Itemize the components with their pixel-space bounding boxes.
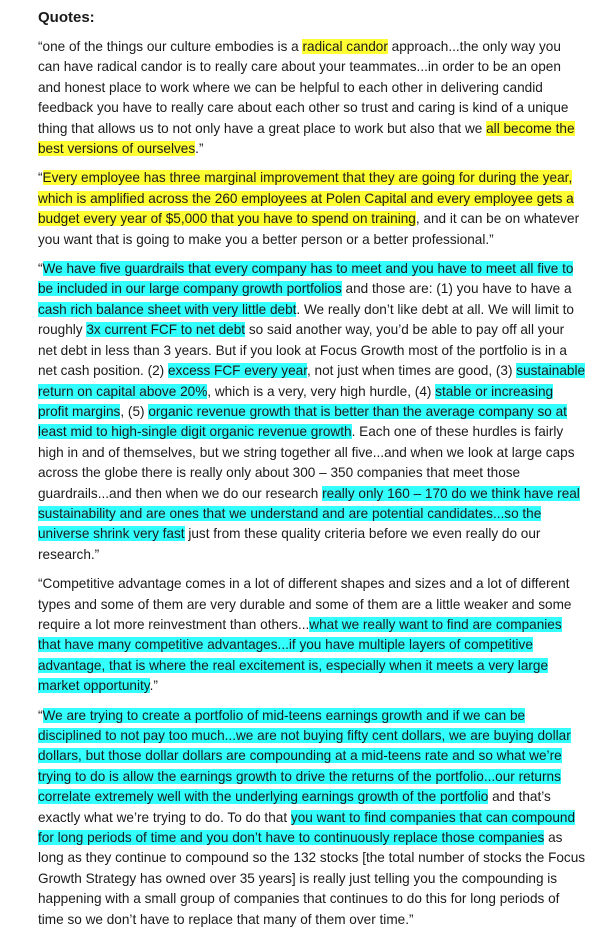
quote-text: approach...the only way you can have radical candor is to really care about your teammates...in order to be an open and honest place to work where we can be helpful to each other in delivering candid feedback you have to really care about each other so trust and caring is kind of a unique thing that allows us to not only have a great place to work but also that we <box>38 39 569 136</box>
yellow-highlight: all become the best versions of ourselves <box>38 120 575 157</box>
quote-paragraph <box>38 706 586 930</box>
quote-text: , not just when times are good, (3) <box>306 363 517 379</box>
quote-text: so said another way, you’d be able to pay off all your net debt in less than 3 years. But if you look at Focus Growth most of the portfolio is in a net cash position. (2) <box>38 322 567 379</box>
quote-text: , and it can be on whatever you want that is going to make you a better person or a better professional.” <box>38 211 580 247</box>
cyan-highlight: you want to find companies that can compound for long periods of time and you don’t have to continuously replace those companies <box>38 809 576 846</box>
cyan-highlight: cash rich balance sheet with very little debt <box>38 301 297 317</box>
quote-text: .” <box>195 141 204 157</box>
quote-paragraph <box>38 574 586 696</box>
quote-text: “Competitive advantage comes in a lot of different shapes and sizes and a lot of different types and some of them are very durable and some of them are a little weaker and some require a lot more reinvestment than others... <box>38 576 572 632</box>
cyan-highlight: really only 160 – 170 do we think have real sustainability and are ones that we understand and are potential candidates...so the universe shrink very fast <box>38 485 580 542</box>
cyan-highlight: We are trying to create a portfolio of mid-teens earnings growth and if we can be disciplined to not pay too much...we are not buying fifty cent dollars, we are buying dollar dollars, but those dollar dollars are compounding at a mid-teens rate and so what we’re trying to do is allow the earnings growth to drive the returns of the portfolio...our returns correlate extremely well with the underlying earnings growth of the portfolio <box>38 707 571 805</box>
quote-paragraph <box>38 259 586 565</box>
quote-text: “ <box>38 170 43 186</box>
quote-text: “one of the things our culture embodies is a <box>38 39 303 54</box>
quotes-heading: Quotes: <box>38 9 95 26</box>
cyan-highlight: excess FCF every year <box>167 363 307 379</box>
cyan-highlight: sustainable return on capital above 20% <box>38 363 586 399</box>
cyan-highlight: We have five guardrails that every company has to meet and you have to meet all five to be included in our large company growth portfolios <box>38 261 574 297</box>
quote-text: just from these quality criteria before we even really do our research.” <box>38 526 541 562</box>
quote-text: . Each one of these hurdles is fairly high in and of themselves, but we string together all five...and when we look at large caps across the globe there is really only about 300 – 350 companies that meet those guardrails...and then when we do our research <box>38 424 575 501</box>
yellow-highlight: Every employee has three marginal improvement that they are going for during the year, which is amplified across the 260 employees at Polen Capital and every employee gets a budget every year of $5,000 that you have to spend on training <box>38 170 574 227</box>
quote-text: , which is a very, very high hurdle, (4) <box>207 383 436 399</box>
quote-text: .” <box>149 678 158 694</box>
cyan-highlight: organic revenue growth that is better than the average company so at least mid to high-single digit organic revenue growth <box>38 403 567 440</box>
quote-text: “ <box>38 707 43 723</box>
quote-paragraph <box>38 168 586 250</box>
cyan-highlight: stable or increasing profit margins <box>38 383 554 419</box>
quote-paragraph <box>38 37 586 159</box>
quote-text: and that’s exactly what we’re trying to do. To do that <box>38 789 551 825</box>
quote-text: . We really don’t like debt at all. We will limit to roughly <box>38 301 574 338</box>
yellow-highlight: radical candor <box>302 39 388 54</box>
quote-text: , (5) <box>120 403 149 419</box>
quotes-list <box>38 37 586 930</box>
quote-text: and those are: (1) you have to have a <box>341 281 572 297</box>
quote-text: as long as they continue to compound so the 132 stocks [the total number of stocks the Focus Growth Strategy has owned over 35 years] is really just telling you the compounding is happening with a small group of companies that continues to do this for long periods of time so we don’t have to replace that many of them over time.” <box>38 830 586 927</box>
quote-text: “ <box>38 261 43 277</box>
cyan-highlight: 3x current FCF to net debt <box>86 322 246 338</box>
cyan-highlight: what we really want to find are companies that have many competitive advantages...if you have multiple layers of competitive advantage, that is where the real excitement is, especially when it meets a very large market opportunity <box>38 616 562 694</box>
